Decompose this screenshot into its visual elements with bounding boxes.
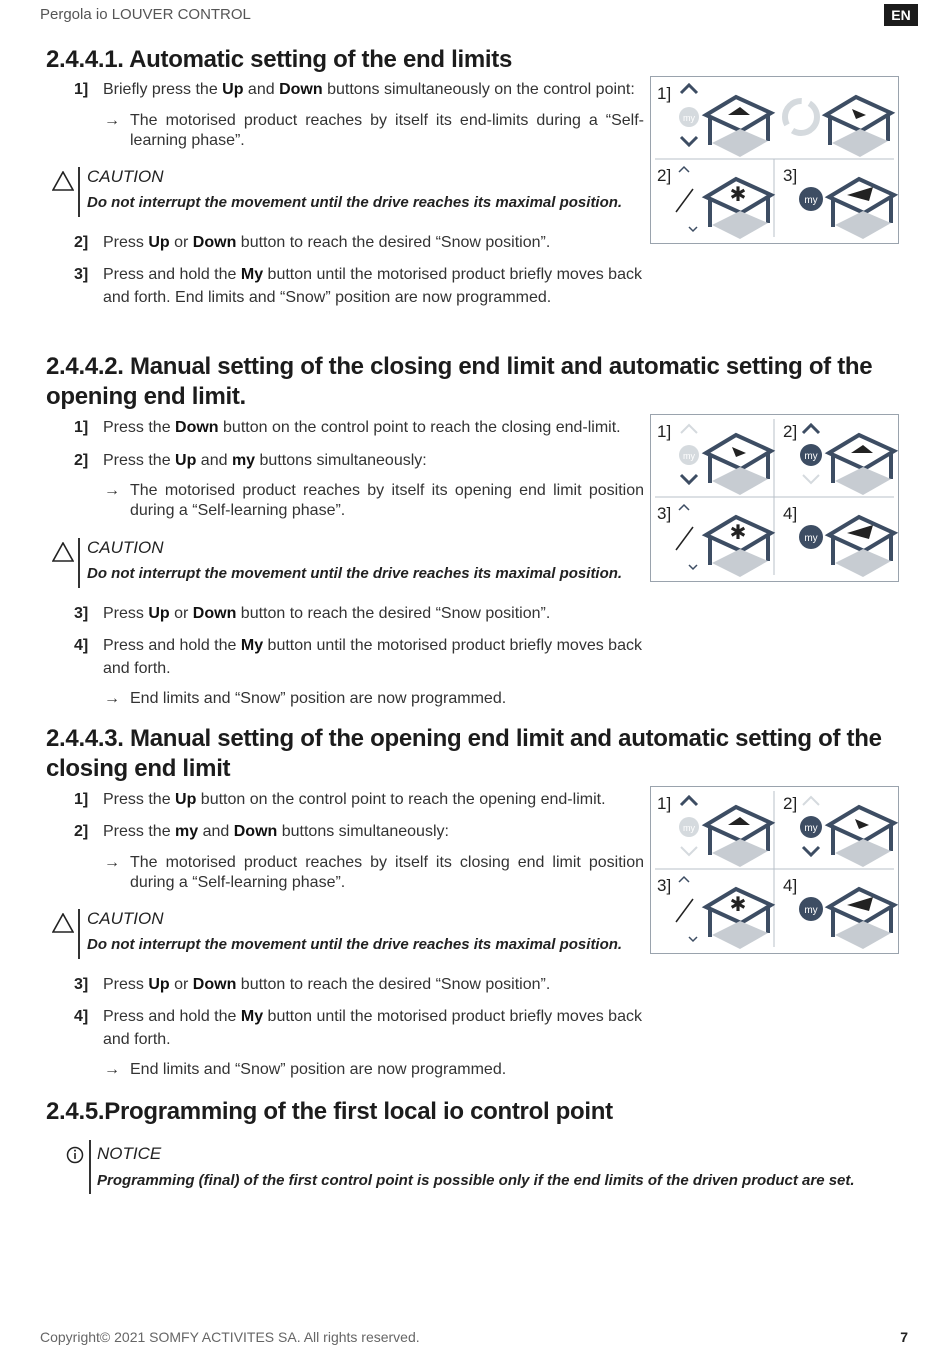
svg-text:1]: 1] [657, 422, 672, 441]
notice-label: NOTICE [97, 1144, 162, 1163]
svg-text:my: my [804, 823, 818, 834]
s1-step-2: 2] Press Up or Down button to reach the desired “Snow position”. [74, 234, 551, 251]
notice-box [66, 1140, 886, 1196]
fig-label-3: 3] [783, 166, 798, 185]
pergola-icon [826, 97, 891, 157]
my-button-icon [799, 187, 823, 211]
s3-step-1: 1] Press the Up button on the control point to reach the opening end-limit. [74, 791, 606, 808]
section-heading-2443: 2.4.4.3. Manual setting of the opening end limit and automatic setting of the closing end limit [46, 725, 882, 782]
pergola-icon [829, 889, 894, 949]
warning-triangle-icon [52, 542, 74, 562]
remote-icon [679, 85, 699, 145]
s3-step-4: 4] Press and hold the My button until the motorised product briefly moves back and forth. [74, 1008, 642, 1048]
svg-text:✱: ✱ [729, 184, 747, 206]
svg-text:✱: ✱ [729, 522, 747, 544]
s3-step-2: 2] Press the my and Down buttons simultaneously: [74, 823, 449, 840]
pergola-snow-icon [706, 179, 771, 239]
s3-step-3: 3] Press Up or Down button to reach the desired “Snow position”. [74, 976, 551, 993]
svg-text:my: my [683, 823, 695, 833]
my-button-icon [799, 897, 823, 921]
s3-step-2-result: → The motorised product reaches by itself its closing end limit position during a “Self-learning phase”. [104, 854, 644, 891]
s2-step-2-result: → The motorised product reaches by itself its opening end limit position during a “Self-learning phase”. [104, 482, 644, 519]
s1-step-3: 3] Press and hold the My button until the motorised product briefly moves back and forth. End limits and “Snow” position are now programmed. [74, 266, 642, 306]
remote-icon [800, 425, 822, 483]
svg-text:my: my [804, 533, 818, 544]
pergola-icon [706, 807, 771, 867]
pergola-icon [829, 807, 894, 867]
svg-text:my: my [804, 905, 818, 916]
remote-icon [676, 505, 697, 569]
caution-label: CAUTION [87, 909, 164, 928]
caution-label: CAUTION [87, 167, 164, 186]
s1-step-1-result: → The motorised product reaches by itself its end-limits during a “Self-learning phase”. [104, 112, 644, 149]
warning-triangle-icon [52, 171, 74, 191]
caution-text: Do not interrupt the movement until the drive reaches its maximal position. [87, 194, 623, 211]
refresh-icon [785, 101, 817, 133]
my-button-icon [799, 525, 823, 549]
section-heading-2441: 2.4.4.1. Automatic setting of the end limits [46, 46, 512, 73]
s2-step-3: 3] Press Up or Down button to reach the desired “Snow position”. [74, 605, 551, 622]
svg-text:4]: 4] [783, 876, 798, 895]
document-header: Pergola io LOUVER CONTROL [40, 6, 251, 23]
s2-step-4: 4] Press and hold the My button until the motorised product briefly moves back and forth. [74, 637, 642, 677]
remote-icon [800, 797, 822, 855]
s2-caution [52, 538, 652, 590]
pergola-snow-icon [706, 517, 771, 577]
remote-icon [676, 877, 697, 941]
pergola-icon [829, 435, 894, 495]
language-badge: EN [884, 4, 918, 26]
svg-text:2]: 2] [783, 422, 798, 441]
caution-text: Do not interrupt the movement until the drive reaches its maximal position. [87, 565, 623, 582]
figure-2442 [650, 414, 899, 582]
pergola-icon [829, 517, 894, 577]
svg-text:my: my [683, 451, 695, 461]
pergola-icon [829, 179, 894, 239]
pergola-snow-icon [706, 889, 771, 949]
svg-text:1]: 1] [657, 794, 672, 813]
figure-2441 [650, 76, 899, 244]
s2-step-1: 1] Press the Down button on the control point to reach the closing end-limit. [74, 419, 621, 436]
notice-text: Programming (final) of the first control point is possible only if the end limits of the driven product are set. [97, 1172, 855, 1189]
figure-2443 [650, 786, 899, 954]
info-circle-icon [66, 1146, 84, 1164]
s2-step-4-result: → End limits and “Snow” position are now programmed. [104, 690, 507, 707]
svg-text:my: my [804, 451, 818, 462]
s1-caution [52, 167, 652, 219]
remote-icon [676, 167, 697, 231]
s1-step-1: 1] Briefly press the Up and Down buttons simultaneously on the control point: [74, 81, 635, 98]
svg-text:✱: ✱ [729, 894, 747, 916]
section-heading-245: 2.4.5.Programming of the first local io control point [46, 1098, 613, 1125]
pergola-icon [706, 435, 771, 495]
fig-label-2: 2] [657, 166, 672, 185]
svg-text:my: my [683, 113, 695, 123]
warning-triangle-icon [52, 913, 74, 933]
svg-text:2]: 2] [783, 794, 798, 813]
remote-icon [679, 797, 699, 855]
remote-icon [679, 425, 699, 483]
footer-copyright: Copyright© 2021 SOMFY ACTIVITES SA. All rights reserved. [40, 1329, 420, 1345]
section-heading-2442: 2.4.4.2. Manual setting of the closing end limit and automatic setting of the opening end limit. [46, 353, 873, 410]
svg-text:4]: 4] [783, 504, 798, 523]
s2-step-2: 2] Press the Up and my buttons simultaneously: [74, 452, 427, 469]
page-number: 7 [900, 1329, 908, 1345]
svg-text:my: my [804, 195, 818, 206]
svg-text:3]: 3] [657, 876, 672, 895]
caution-text: Do not interrupt the movement until the drive reaches its maximal position. [87, 936, 623, 953]
caution-label: CAUTION [87, 538, 164, 557]
s3-step-4-result: → End limits and “Snow” position are now programmed. [104, 1061, 507, 1078]
pergola-icon [706, 97, 771, 157]
s3-caution [52, 909, 652, 961]
fig-label-1: 1] [657, 84, 672, 103]
svg-text:3]: 3] [657, 504, 672, 523]
